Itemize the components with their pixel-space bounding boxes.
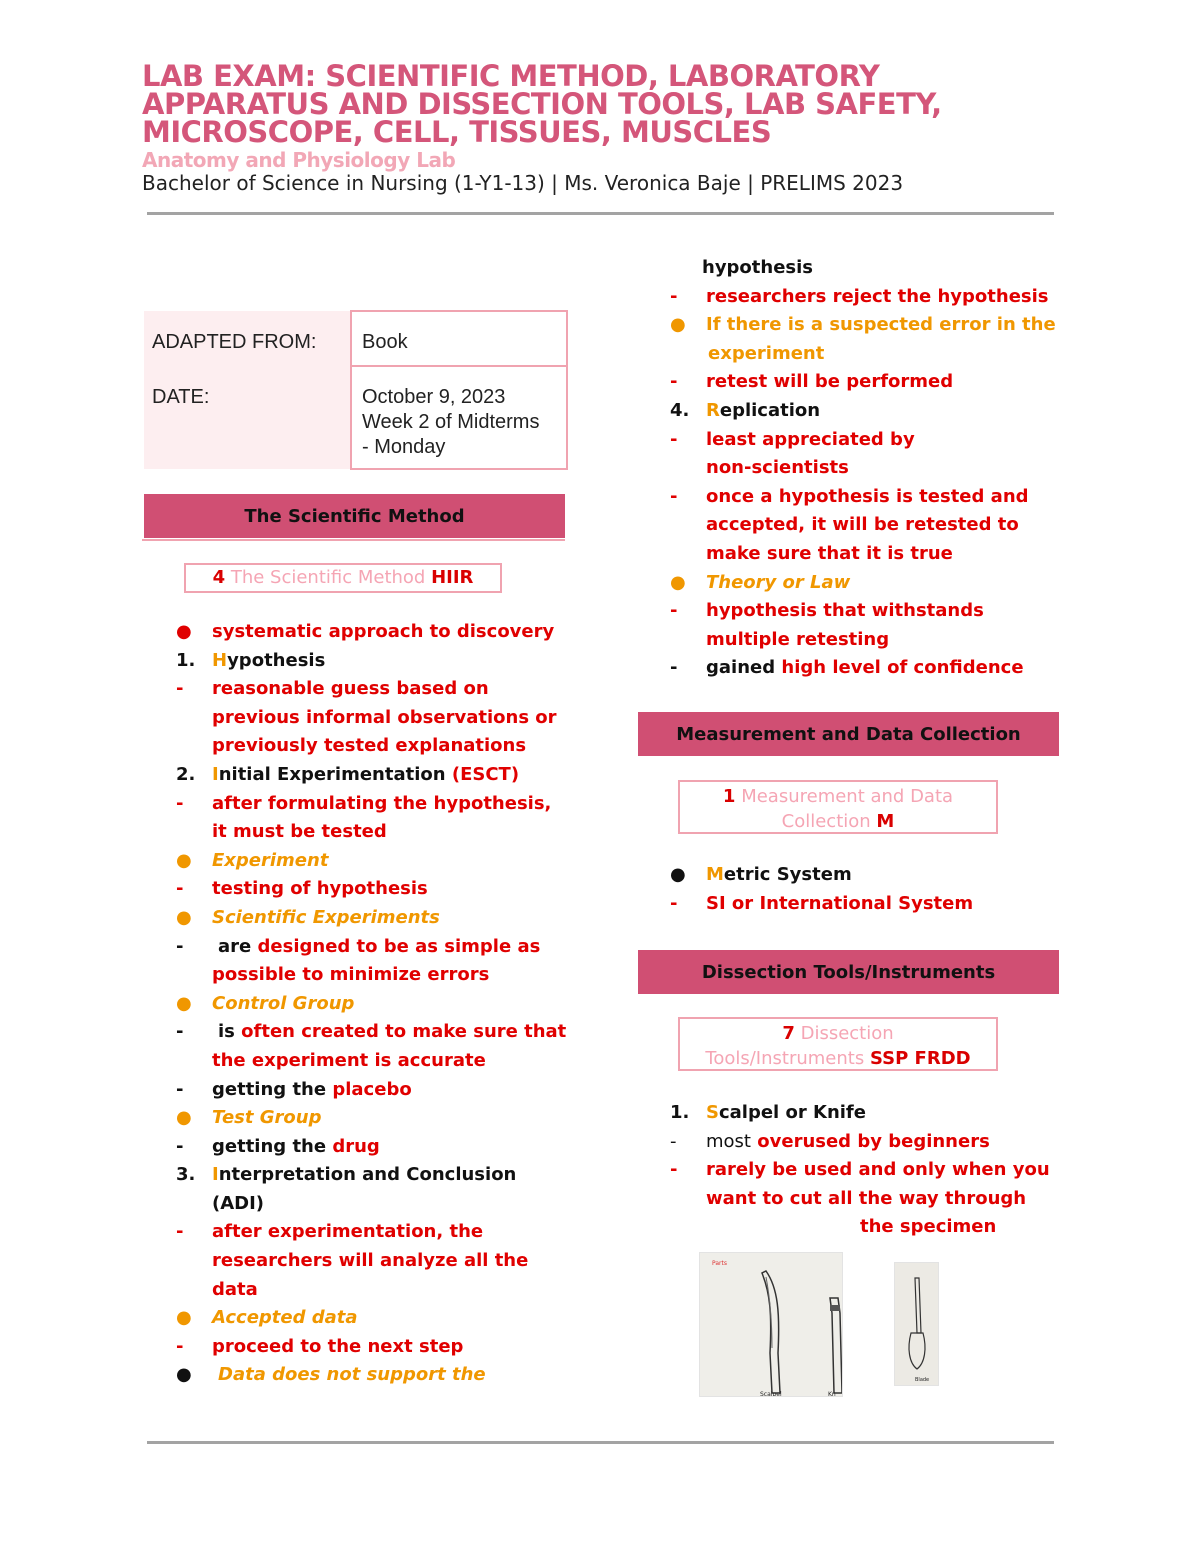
- dash-marker: -: [670, 1130, 677, 1152]
- list-item: - hypothesis that withstands: [670, 597, 1070, 626]
- list-item: ● Control Group: [176, 990, 576, 1019]
- section-heading-dissection: Dissection Tools/Instruments: [638, 950, 1059, 994]
- bullet-icon: ●: [176, 992, 192, 1014]
- list-item: - researchers reject the hypothesis: [670, 283, 1070, 312]
- list-item: ● Accepted data: [176, 1304, 576, 1333]
- mnemonic-key: HIIR: [431, 567, 474, 588]
- list-item: it must be tested: [212, 821, 387, 843]
- bullet-icon: ●: [176, 621, 192, 642]
- bottom-divider: [147, 1441, 1054, 1444]
- dash-marker: -: [176, 878, 184, 900]
- list-item: - gained high level of confidence: [670, 654, 1070, 683]
- dash-marker: -: [176, 1021, 184, 1043]
- list-item: - is often created to make sure that: [176, 1018, 576, 1047]
- dash-marker: -: [176, 1335, 184, 1357]
- date-line: Week 2 of Midterms: [362, 411, 540, 433]
- mnemonic-box-scientific-method: [184, 563, 502, 593]
- list-item: - most overused by beginners: [670, 1128, 1070, 1157]
- dash-marker: -: [670, 657, 678, 679]
- dash-marker: -: [176, 678, 184, 700]
- blade-illustration: [895, 1263, 939, 1386]
- mnemonic-text: Collection: [781, 811, 871, 832]
- mnemonic-text: The Scientific Method: [230, 567, 426, 588]
- list-item: accepted, it will be retested to: [706, 514, 1019, 536]
- adapted-label: ADAPTED FROM:: [144, 311, 351, 366]
- dash-marker: -: [176, 1135, 184, 1157]
- list-item: researchers will analyze all the: [212, 1250, 529, 1272]
- list-item: - rarely be used and only when you: [670, 1156, 1070, 1185]
- list-item: 1. Hypothesis: [176, 649, 326, 671]
- mnemonic-number: 4: [212, 567, 226, 588]
- date-value: [351, 366, 567, 469]
- list-item: 4. Replication: [670, 399, 821, 421]
- list-item: ● Theory or Law: [670, 569, 1070, 598]
- list-item: 1. Scalpel or Knife: [670, 1102, 866, 1123]
- list-item: data: [212, 1278, 258, 1300]
- list-item: want to cut all the way through: [706, 1187, 1027, 1209]
- adapted-value: Book: [351, 311, 567, 366]
- list-item: - once a hypothesis is tested and: [670, 483, 1070, 512]
- list-item: - least appreciated by: [670, 426, 1070, 455]
- list-item: - after formulating the hypothesis,: [176, 790, 576, 819]
- dash-marker: -: [670, 600, 678, 622]
- bullet-icon: ●: [176, 849, 192, 871]
- image-caption-knife: Kn: [828, 1391, 836, 1397]
- list-item: - getting the drug: [176, 1133, 576, 1162]
- dash-marker: -: [670, 428, 678, 450]
- dash-marker: -: [670, 371, 678, 393]
- list-item: previous informal observations or: [212, 706, 557, 728]
- bullet-icon: ●: [670, 571, 686, 593]
- mnemonic-text: Dissection: [800, 1023, 894, 1044]
- mnemonic-key: SSP FRDD: [869, 1048, 971, 1069]
- list-item: ● Experiment: [176, 847, 576, 876]
- list-item: possible to minimize errors: [212, 964, 490, 986]
- list-item: ● systematic approach to discovery: [176, 618, 576, 647]
- list-item: - getting the placebo: [176, 1076, 576, 1105]
- list-item: non-scientists: [706, 457, 849, 479]
- dash-marker: -: [670, 285, 678, 307]
- measurement-notes: [670, 861, 1070, 918]
- top-divider: [147, 212, 1054, 215]
- mnemonic-number: 1: [722, 786, 736, 807]
- mnemonic-number: 7: [782, 1023, 795, 1044]
- date-label: DATE:: [144, 366, 351, 469]
- mnemonic-key: M: [876, 811, 895, 832]
- image-caption-blade: Blade: [915, 1377, 930, 1383]
- list-item: the specimen: [860, 1216, 997, 1238]
- left-notes: [176, 618, 576, 1390]
- dash-marker: -: [670, 892, 678, 914]
- list-item: - after experimentation, the: [176, 1218, 576, 1247]
- right-notes: [670, 254, 1070, 683]
- dash-marker: -: [176, 792, 184, 814]
- mnemonic-text: Measurement and Data: [741, 786, 954, 807]
- list-item: ● Scientific Experiments: [176, 904, 576, 933]
- list-item: (ADI): [212, 1192, 265, 1214]
- bullet-icon: ●: [670, 314, 686, 336]
- list-item: make sure that it is true: [706, 542, 953, 564]
- image-caption-scalpel: Scalpel: [760, 1391, 782, 1397]
- list-item: - testing of hypothesis: [176, 875, 576, 904]
- list-item: hypothesis: [702, 257, 814, 278]
- list-item: - retest will be performed: [670, 368, 1070, 397]
- document-title: LAB EXAM: SCIENTIFIC METHOD, LABORATORY APPARATUS AND DISSECTION TOOLS, LAB SAFETY, MICROSCOPE, CELL, TISSUES, MUSCLES: [142, 59, 942, 149]
- mnemonic-text: Tools/Instruments: [705, 1048, 865, 1069]
- mnemonic-box-dissection: [678, 1017, 998, 1071]
- bullet-icon: ●: [176, 1107, 192, 1129]
- dash-marker: -: [670, 485, 678, 507]
- info-table: [144, 310, 568, 470]
- bullet-icon: ●: [670, 864, 686, 885]
- list-item: - proceed to the next step: [176, 1333, 576, 1362]
- list-item: - reasonable guess based on: [176, 675, 576, 704]
- section-underline: [142, 539, 565, 541]
- list-item: - are designed to be as simple as: [176, 933, 576, 962]
- section-heading-scientific-method: The Scientific Method: [144, 494, 565, 538]
- dissection-notes: [670, 1099, 1070, 1242]
- scalpel-knife-photo: [699, 1252, 843, 1397]
- list-item: experiment: [708, 342, 825, 364]
- list-item: ● Test Group: [176, 1104, 576, 1133]
- list-item: - SI or International System: [670, 890, 1070, 919]
- bullet-icon: ●: [176, 1364, 192, 1386]
- list-item: previously tested explanations: [212, 735, 527, 757]
- list-item: ● Data does not support the: [176, 1361, 576, 1390]
- document-subtitle: Anatomy and Physiology Lab: [142, 148, 456, 172]
- dash-marker: -: [176, 1221, 184, 1243]
- section-heading-measurement: Measurement and Data Collection: [638, 712, 1059, 756]
- dash-marker: -: [176, 935, 184, 957]
- dash-marker: -: [176, 1078, 184, 1100]
- bullet-icon: ●: [176, 1307, 192, 1329]
- scalpel-knife-illustration: [700, 1253, 843, 1397]
- dash-marker: -: [670, 1159, 678, 1181]
- list-item: the experiment is accurate: [212, 1049, 486, 1071]
- bullet-icon: ●: [176, 906, 192, 928]
- course-line: Bachelor of Science in Nursing (1-Y1-13) | Ms. Veronica Baje | PRELIMS 2023: [142, 171, 904, 195]
- list-item: 2. Initial Experimentation (ESCT): [176, 763, 520, 785]
- list-item: multiple retesting: [706, 628, 890, 650]
- list-item: 3. Interpretation and Conclusion: [176, 1164, 517, 1186]
- date-line: - Monday: [362, 436, 446, 458]
- list-item: ● Metric System: [670, 861, 1070, 890]
- list-item: ● If there is a suspected error in the: [670, 311, 1070, 340]
- blade-photo: [894, 1262, 939, 1386]
- mnemonic-box-measurement: [678, 780, 998, 834]
- svg-text:Parts: Parts: [712, 1260, 727, 1267]
- date-line: October 9, 2023: [362, 386, 506, 408]
